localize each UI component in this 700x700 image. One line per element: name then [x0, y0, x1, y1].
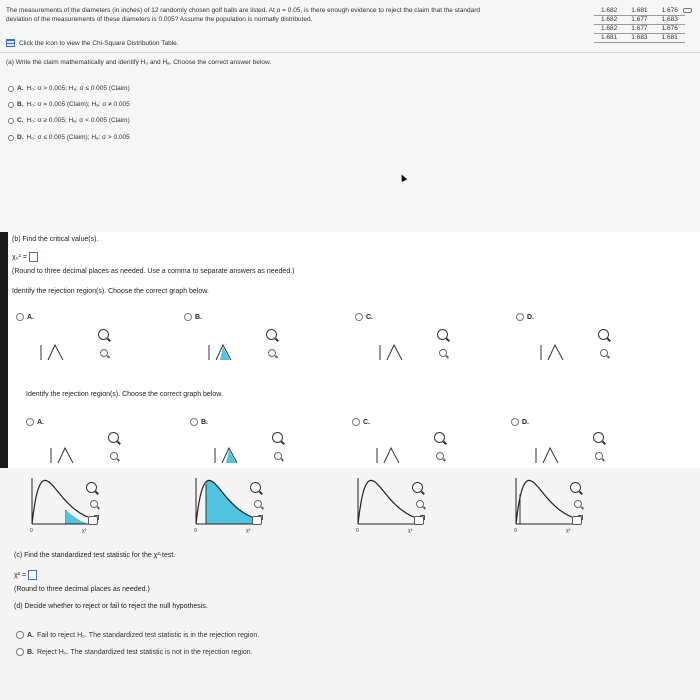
option-letter: D.: [17, 134, 24, 141]
option-letter: A.: [37, 418, 44, 426]
mouse-cursor-icon: [399, 173, 407, 182]
critical-value-input[interactable]: [29, 252, 38, 262]
table-row: [594, 6, 685, 15]
zoom-in-icon[interactable]: [266, 329, 277, 340]
option-letter: C.: [366, 313, 373, 321]
test-statistic-row: [14, 570, 37, 580]
question-panel: [0, 0, 700, 232]
curve-line: [387, 345, 402, 360]
graph-thumbnail-b[interactable]: [206, 339, 234, 366]
graph-option-b[interactable]: [184, 313, 202, 321]
zoom-out-icon[interactable]: [268, 349, 276, 357]
curve-line: [48, 345, 63, 360]
radio-button[interactable]: [16, 313, 24, 321]
axis-zero-label: 0: [514, 528, 517, 534]
part-d-prompt: (d) Decide whether to reject or fail to reject the null hypothesis.: [14, 603, 208, 610]
zoom-in-icon[interactable]: [598, 329, 609, 340]
option-text: H₀: σ ≤ 0.005 (Claim); Hₐ: σ > 0.005: [26, 134, 130, 141]
chi-statistic-label: χ² =: [14, 571, 27, 579]
graph-prompt: Identify the rejection region(s). Choose the correct graph below.: [12, 288, 209, 295]
option-a[interactable]: [8, 85, 130, 92]
table-row: [594, 33, 685, 42]
chi-square-curve: [516, 480, 572, 524]
radio-button[interactable]: [16, 648, 24, 656]
graph-thumbnail-repeat-a[interactable]: [48, 442, 76, 468]
table-icon[interactable]: [6, 39, 15, 47]
graph-thumbnail-repeat-c[interactable]: [374, 442, 402, 468]
table-cell: 1.683: [655, 15, 685, 24]
open-graph-icon[interactable]: [88, 516, 98, 525]
option-c[interactable]: [8, 117, 130, 124]
question-text: [6, 7, 566, 24]
radio-button[interactable]: [516, 313, 524, 321]
zoom-out-icon[interactable]: [600, 349, 608, 357]
chi-square-curve: [32, 480, 88, 524]
graph-thumbnail-repeat-d[interactable]: [533, 442, 561, 468]
table-cell: 1.676: [655, 6, 685, 15]
option-letter: A.: [27, 313, 34, 321]
axis-chi-label: χ²: [82, 528, 87, 534]
option-letter: B.: [27, 648, 34, 656]
radio-button[interactable]: [8, 102, 14, 108]
curve-line: [58, 448, 73, 463]
axis-chi-label: χ²: [566, 528, 571, 534]
table-row: [594, 15, 685, 24]
open-graph-icon[interactable]: [572, 516, 582, 525]
round-note: (Round to three decimal places as needed. Use a comma to separate answers as needed.): [12, 268, 295, 275]
zoom-out-icon[interactable]: [274, 452, 282, 460]
graph-thumbnail-repeat-b[interactable]: [212, 442, 240, 468]
table-cell: 1.677: [624, 15, 654, 24]
distribution-thumbnail: [538, 339, 566, 361]
part-b-prompt: (b) Find the critical value(s).: [12, 236, 99, 243]
zoom-out-icon[interactable]: [90, 500, 98, 508]
distribution-thumbnail: [212, 442, 240, 464]
axis-zero-label: 0: [30, 528, 33, 534]
zoom-in-icon[interactable]: [437, 329, 448, 340]
question-line-1: The measurements of the diameters (in inches) of 12 randomly chosen golf balls are listed. At α = 0.05, is there enough evidence to reject the claim that the standard: [6, 7, 481, 14]
zoom-out-icon[interactable]: [416, 500, 424, 508]
round-note: (Round to three decimal places as needed.): [14, 586, 150, 593]
option-letter: A.: [17, 85, 24, 92]
zoom-out-icon[interactable]: [595, 452, 603, 460]
option-letter: D.: [522, 418, 529, 426]
option-letter: C.: [17, 117, 24, 124]
axis-chi-label: χ²: [246, 528, 251, 534]
distribution-thumbnail: [377, 339, 405, 361]
option-b[interactable]: [8, 101, 130, 108]
graph-thumbnail-d[interactable]: [538, 339, 566, 366]
table-cell: 1.682: [594, 24, 624, 33]
zoom-in-icon[interactable]: [98, 329, 109, 340]
option-text: H₀: σ > 0.005; Hₐ: σ ≤ 0.005 (Claim): [26, 85, 130, 92]
test-statistic-input[interactable]: [28, 570, 37, 580]
decision-option-b[interactable]: [16, 648, 253, 656]
distribution-thumbnail: [374, 442, 402, 464]
curve-line: [548, 345, 563, 360]
zoom-in-icon[interactable]: [570, 482, 581, 493]
option-text: H₀: σ ≥ 0.005; Hₐ: σ < 0.005 (Claim): [26, 117, 130, 124]
option-letter: C.: [363, 418, 370, 426]
graph-prompt-repeat: Identify the rejection region(s). Choose the correct graph below.: [26, 391, 223, 398]
distribution-thumbnail: [206, 339, 234, 361]
graph-option-repeat-a[interactable]: [26, 418, 44, 426]
divider: [0, 52, 700, 53]
graph-option-d[interactable]: [516, 313, 534, 321]
table-row: [594, 24, 685, 33]
zoom-out-icon[interactable]: [254, 500, 262, 508]
option-letter: B.: [195, 313, 202, 321]
zoom-out-icon[interactable]: [439, 349, 447, 357]
option-letter: B.: [201, 418, 208, 426]
table-cell: 1.683: [624, 33, 654, 42]
curve-line: [384, 448, 399, 463]
chi-square-curve: [358, 480, 414, 524]
copy-data-icon[interactable]: [683, 8, 692, 13]
distribution-thumbnail: [38, 339, 66, 361]
graph-option-repeat-d[interactable]: [511, 418, 529, 426]
part-a-prompt: (a) Write the claim mathematically and identify H₀ and Hₐ. Choose the correct answer below.: [6, 59, 272, 66]
open-graph-icon[interactable]: [252, 516, 262, 525]
option-letter: B.: [17, 101, 24, 108]
zoom-out-icon[interactable]: [574, 500, 582, 508]
zoom-in-icon[interactable]: [412, 482, 423, 493]
option-letter: D.: [527, 313, 534, 321]
radio-button[interactable]: [16, 631, 24, 639]
shaded-region: [66, 510, 88, 524]
curve-line: [543, 448, 558, 463]
zoom-in-icon[interactable]: [108, 432, 119, 443]
zoom-in-icon[interactable]: [272, 432, 283, 443]
zoom-in-icon[interactable]: [250, 482, 261, 493]
option-letter: A.: [27, 631, 34, 639]
axis-zero-label: 0: [356, 528, 359, 534]
test-statistic-panel: [0, 468, 700, 700]
zoom-in-icon[interactable]: [593, 432, 604, 443]
graph-option-repeat-b[interactable]: [190, 418, 208, 426]
critical-value-row: [12, 252, 38, 262]
zoom-out-icon[interactable]: [100, 349, 108, 357]
table-cell: 1.682: [594, 15, 624, 24]
axis-zero-label: 0: [194, 528, 197, 534]
chi-critical-label: χ₀² =: [12, 253, 27, 261]
graph-option-c[interactable]: [355, 313, 373, 321]
table-cell: 1.682: [594, 6, 624, 15]
decision-option-a[interactable]: [16, 631, 259, 639]
zoom-in-icon[interactable]: [86, 482, 97, 493]
table-cell: 1.681: [594, 33, 624, 42]
table-cell: 1.681: [624, 6, 654, 15]
zoom-out-icon[interactable]: [110, 452, 118, 460]
table-link-label: Click the icon to view the Chi-Square Distribution Table.: [19, 39, 179, 47]
option-text: Fail to reject H₀. The standardized test statistic is in the rejection region.: [37, 631, 260, 639]
chi-square-table-link[interactable]: [6, 39, 179, 47]
radio-button[interactable]: [352, 418, 360, 426]
open-graph-icon[interactable]: [414, 516, 424, 525]
table-cell: 1.681: [655, 33, 685, 42]
option-text: H₀: σ = 0.005 (Claim); Hₐ: σ ≠ 0.005: [26, 101, 130, 108]
radio-button[interactable]: [184, 313, 192, 321]
option-d[interactable]: [8, 134, 130, 141]
axis-chi-label: χ²: [408, 528, 413, 534]
distribution-thumbnail: [48, 442, 76, 464]
table-cell: 1.677: [624, 24, 654, 33]
radio-button[interactable]: [26, 418, 34, 426]
option-text: Reject H₀. The standardized test statistic is not in the rejection region.: [37, 648, 253, 656]
distribution-thumbnail: [533, 442, 561, 464]
radio-button[interactable]: [8, 86, 14, 92]
question-line-2: deviation of the measurements of these diameters is 0.005? Assume the population is normally distributed.: [6, 15, 313, 23]
zoom-in-icon[interactable]: [434, 432, 445, 443]
graph-option-repeat-c[interactable]: [352, 418, 370, 426]
radio-button[interactable]: [8, 135, 14, 141]
critical-value-panel: [8, 232, 700, 468]
graph-thumbnail-c[interactable]: [377, 339, 405, 366]
radio-button[interactable]: [190, 418, 198, 426]
radio-button[interactable]: [511, 418, 519, 426]
radio-button[interactable]: [355, 313, 363, 321]
zoom-out-icon[interactable]: [436, 452, 444, 460]
graph-option-a[interactable]: [16, 313, 34, 321]
graph-thumbnail-a[interactable]: [38, 339, 66, 366]
radio-button[interactable]: [8, 118, 14, 124]
part-c-prompt: (c) Find the standardized test statistic for the χ²-test.: [14, 552, 176, 559]
data-table: [594, 6, 685, 43]
table-cell: 1.676: [655, 24, 685, 33]
